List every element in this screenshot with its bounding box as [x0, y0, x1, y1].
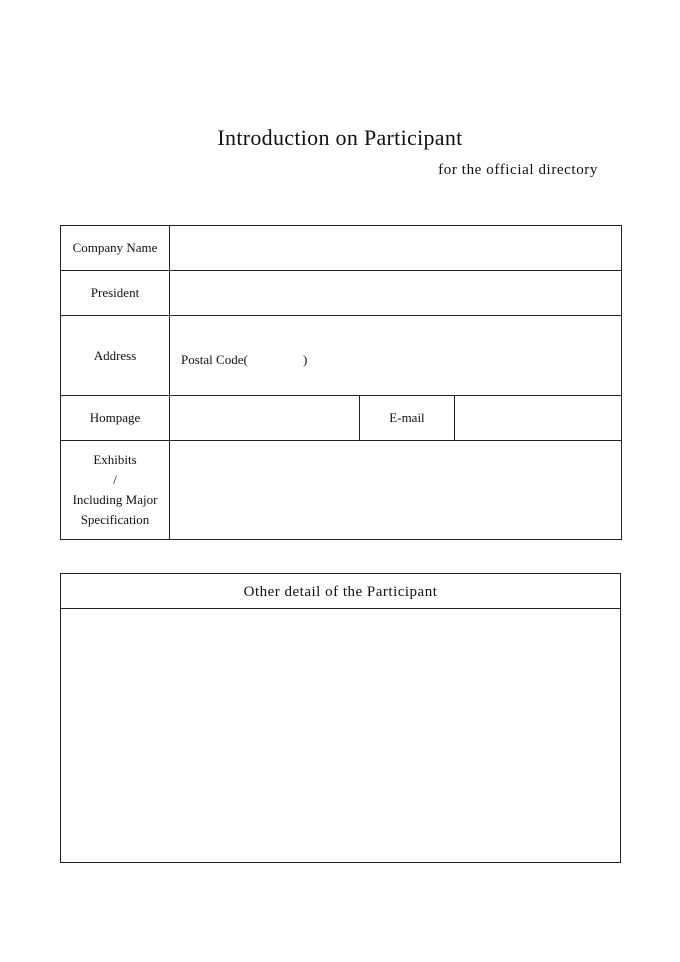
- address-field[interactable]: [170, 316, 622, 396]
- exhibits-label-line: Exhibits: [93, 452, 137, 467]
- homepage-field[interactable]: [170, 396, 360, 441]
- president-row: [61, 271, 622, 316]
- exhibits-label-line: /: [113, 472, 117, 487]
- exhibits-label-line: Including Major: [72, 492, 158, 507]
- address-label: Address: [61, 316, 170, 396]
- exhibits-row: [61, 441, 622, 540]
- address-row: [61, 316, 622, 396]
- email-label: E-mail: [360, 396, 455, 441]
- president-label: President: [61, 271, 170, 316]
- participant-form-table: [60, 225, 622, 540]
- postal-code-text: Postal Code( ): [181, 351, 308, 367]
- homepage-email-row: [61, 396, 622, 441]
- company-name-row: [61, 226, 622, 271]
- page-title: Introduction on Participant: [217, 125, 463, 150]
- homepage-label: Hompage: [61, 396, 170, 441]
- other-detail-box: [60, 573, 621, 863]
- page-subtitle: for the official directory: [438, 162, 598, 178]
- other-detail-heading: Other detail of the Participant: [61, 574, 620, 609]
- other-detail-field[interactable]: [61, 609, 620, 862]
- company-name-label: Company Name: [61, 226, 170, 271]
- president-field[interactable]: [170, 271, 622, 316]
- exhibits-label-line: Specification: [80, 512, 150, 527]
- exhibits-label: [61, 441, 170, 540]
- exhibits-field[interactable]: [170, 441, 622, 540]
- company-name-field[interactable]: [170, 226, 622, 271]
- email-field[interactable]: [455, 396, 622, 441]
